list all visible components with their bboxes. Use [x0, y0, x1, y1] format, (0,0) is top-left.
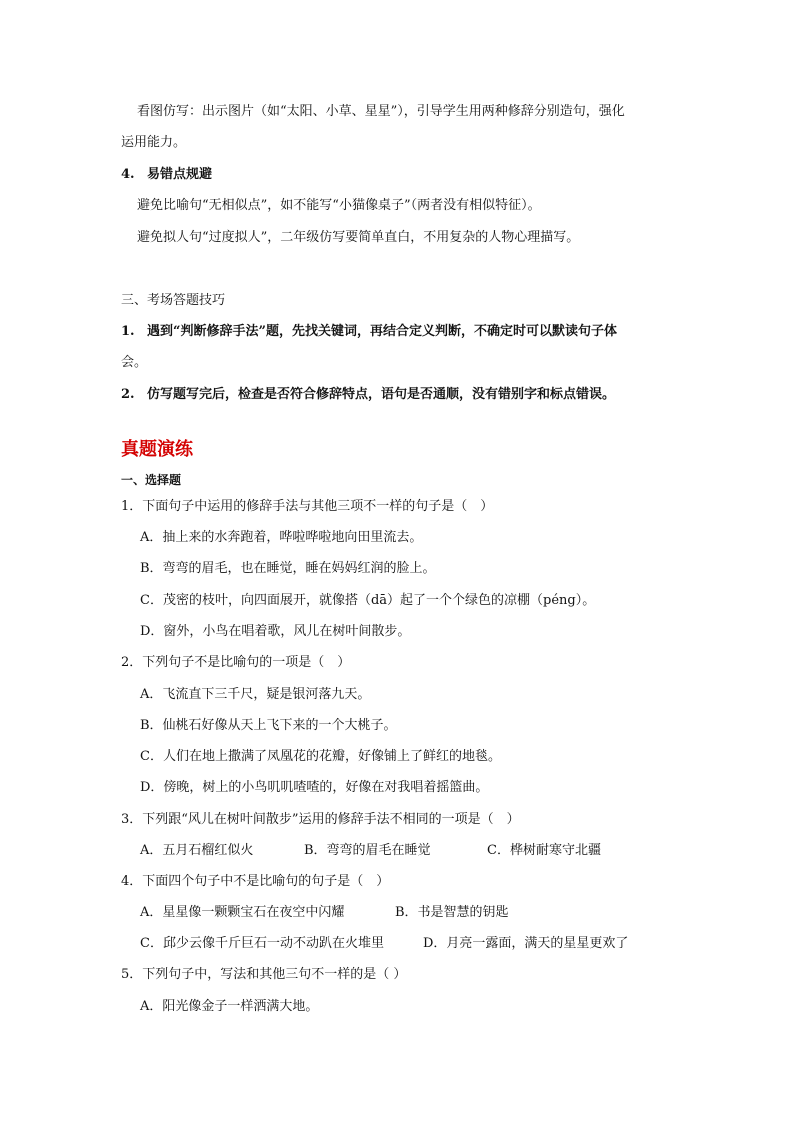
list-item [121, 323, 617, 341]
list-item [121, 386, 615, 404]
paragraph-line: 运用能力。 [121, 135, 187, 150]
option-c: C．邱少云像千斤巨石一动不动趴在火堆里 [140, 936, 384, 951]
option-c: C．人们在地上撒满了凤凰花的花瓣，好像铺上了鲜红的地毯。 [140, 749, 501, 764]
question-stem: 5．下列句子中，写法和其他三句不一样的是（ ） [121, 967, 407, 982]
option-b: B．书是智慧的钥匙 [395, 905, 509, 920]
option-b: B．弯弯的眉毛，也在睡觉，睡在妈妈红润的脸上。 [140, 561, 436, 576]
list-number: 1. [121, 324, 135, 339]
paragraph-line: 看图仿写：出示图片（如“太阳、小草、星星”），引导学生用两种修辞分别造句，强化 [137, 104, 625, 119]
option-d: D．月亮一露面，满天的星星更欢了 [423, 936, 629, 951]
paragraph-line: 会。 [121, 355, 148, 370]
question-stem: 2．下列句子不是比喻句的一项是（ ） [121, 655, 351, 670]
paragraph-line: 避免拟人句“过度拟人”，二年级仿写要简单直白，不用复杂的人物心理描写。 [137, 230, 580, 245]
subheading: 一、选择题 [121, 473, 182, 487]
option-a: A．五月石榴红似火 [140, 843, 254, 858]
option-b: B．弯弯的眉毛在睡觉 [304, 843, 431, 858]
list-item-heading [121, 166, 212, 184]
option-a: A．星星像一颗颗宝石在夜空中闪耀 [140, 905, 345, 920]
section-title: 三、考场答题技巧 [121, 293, 226, 308]
question-stem: 3．下列跟“风儿在树叶间散步”运用的修辞手法不相同的一项是（ ） [121, 812, 520, 827]
option-a: A．阳光像金子一样洒满大地。 [140, 999, 319, 1014]
practice-heading: 真题演练 [121, 439, 193, 460]
option-b: B．仙桃石好像从天上飞下来的一个大桃子。 [140, 718, 397, 733]
option-a: A．抽上来的水奔跑着，哗啦哗啦地向田里流去。 [140, 530, 423, 545]
option-d: D．傍晚，树上的小鸟叽叽喳喳的，好像在对我唱着摇篮曲。 [140, 780, 489, 795]
paragraph-line: 避免比喻句“无相似点”，如不能写“小猫像桌子”（两者没有相似特征）。 [137, 198, 541, 213]
list-item-text: 仿写题写完后，检查是否符合修辞特点，语句是否通顺，没有错别字和标点错误。 [147, 387, 616, 402]
list-number: 2. [121, 387, 135, 402]
list-item-title: 易错点规避 [147, 167, 213, 182]
option-a: A．飞流直下三千尺，疑是银河落九天。 [140, 687, 371, 702]
list-item-text: 遇到“判断修辞手法”题，先找关键词，再结合定义判断，不确定时可以默读句子体 [147, 324, 617, 339]
question-stem: 1．下面句子中运用的修辞手法与其他三项不一样的句子是（ ） [121, 499, 494, 514]
list-number: 4. [121, 167, 135, 182]
option-d: D．窗外，小鸟在唱着歌，风儿在树叶间散步。 [140, 624, 411, 639]
option-c: C．桦树耐寒守北疆 [487, 843, 601, 858]
question-stem: 4．下面四个句子中不是比喻句的句子是（ ） [121, 874, 390, 889]
option-c: C．茂密的枝叶，向四面展开，就像搭（dā）起了一个个绿色的凉棚（péng）。 [140, 593, 596, 608]
